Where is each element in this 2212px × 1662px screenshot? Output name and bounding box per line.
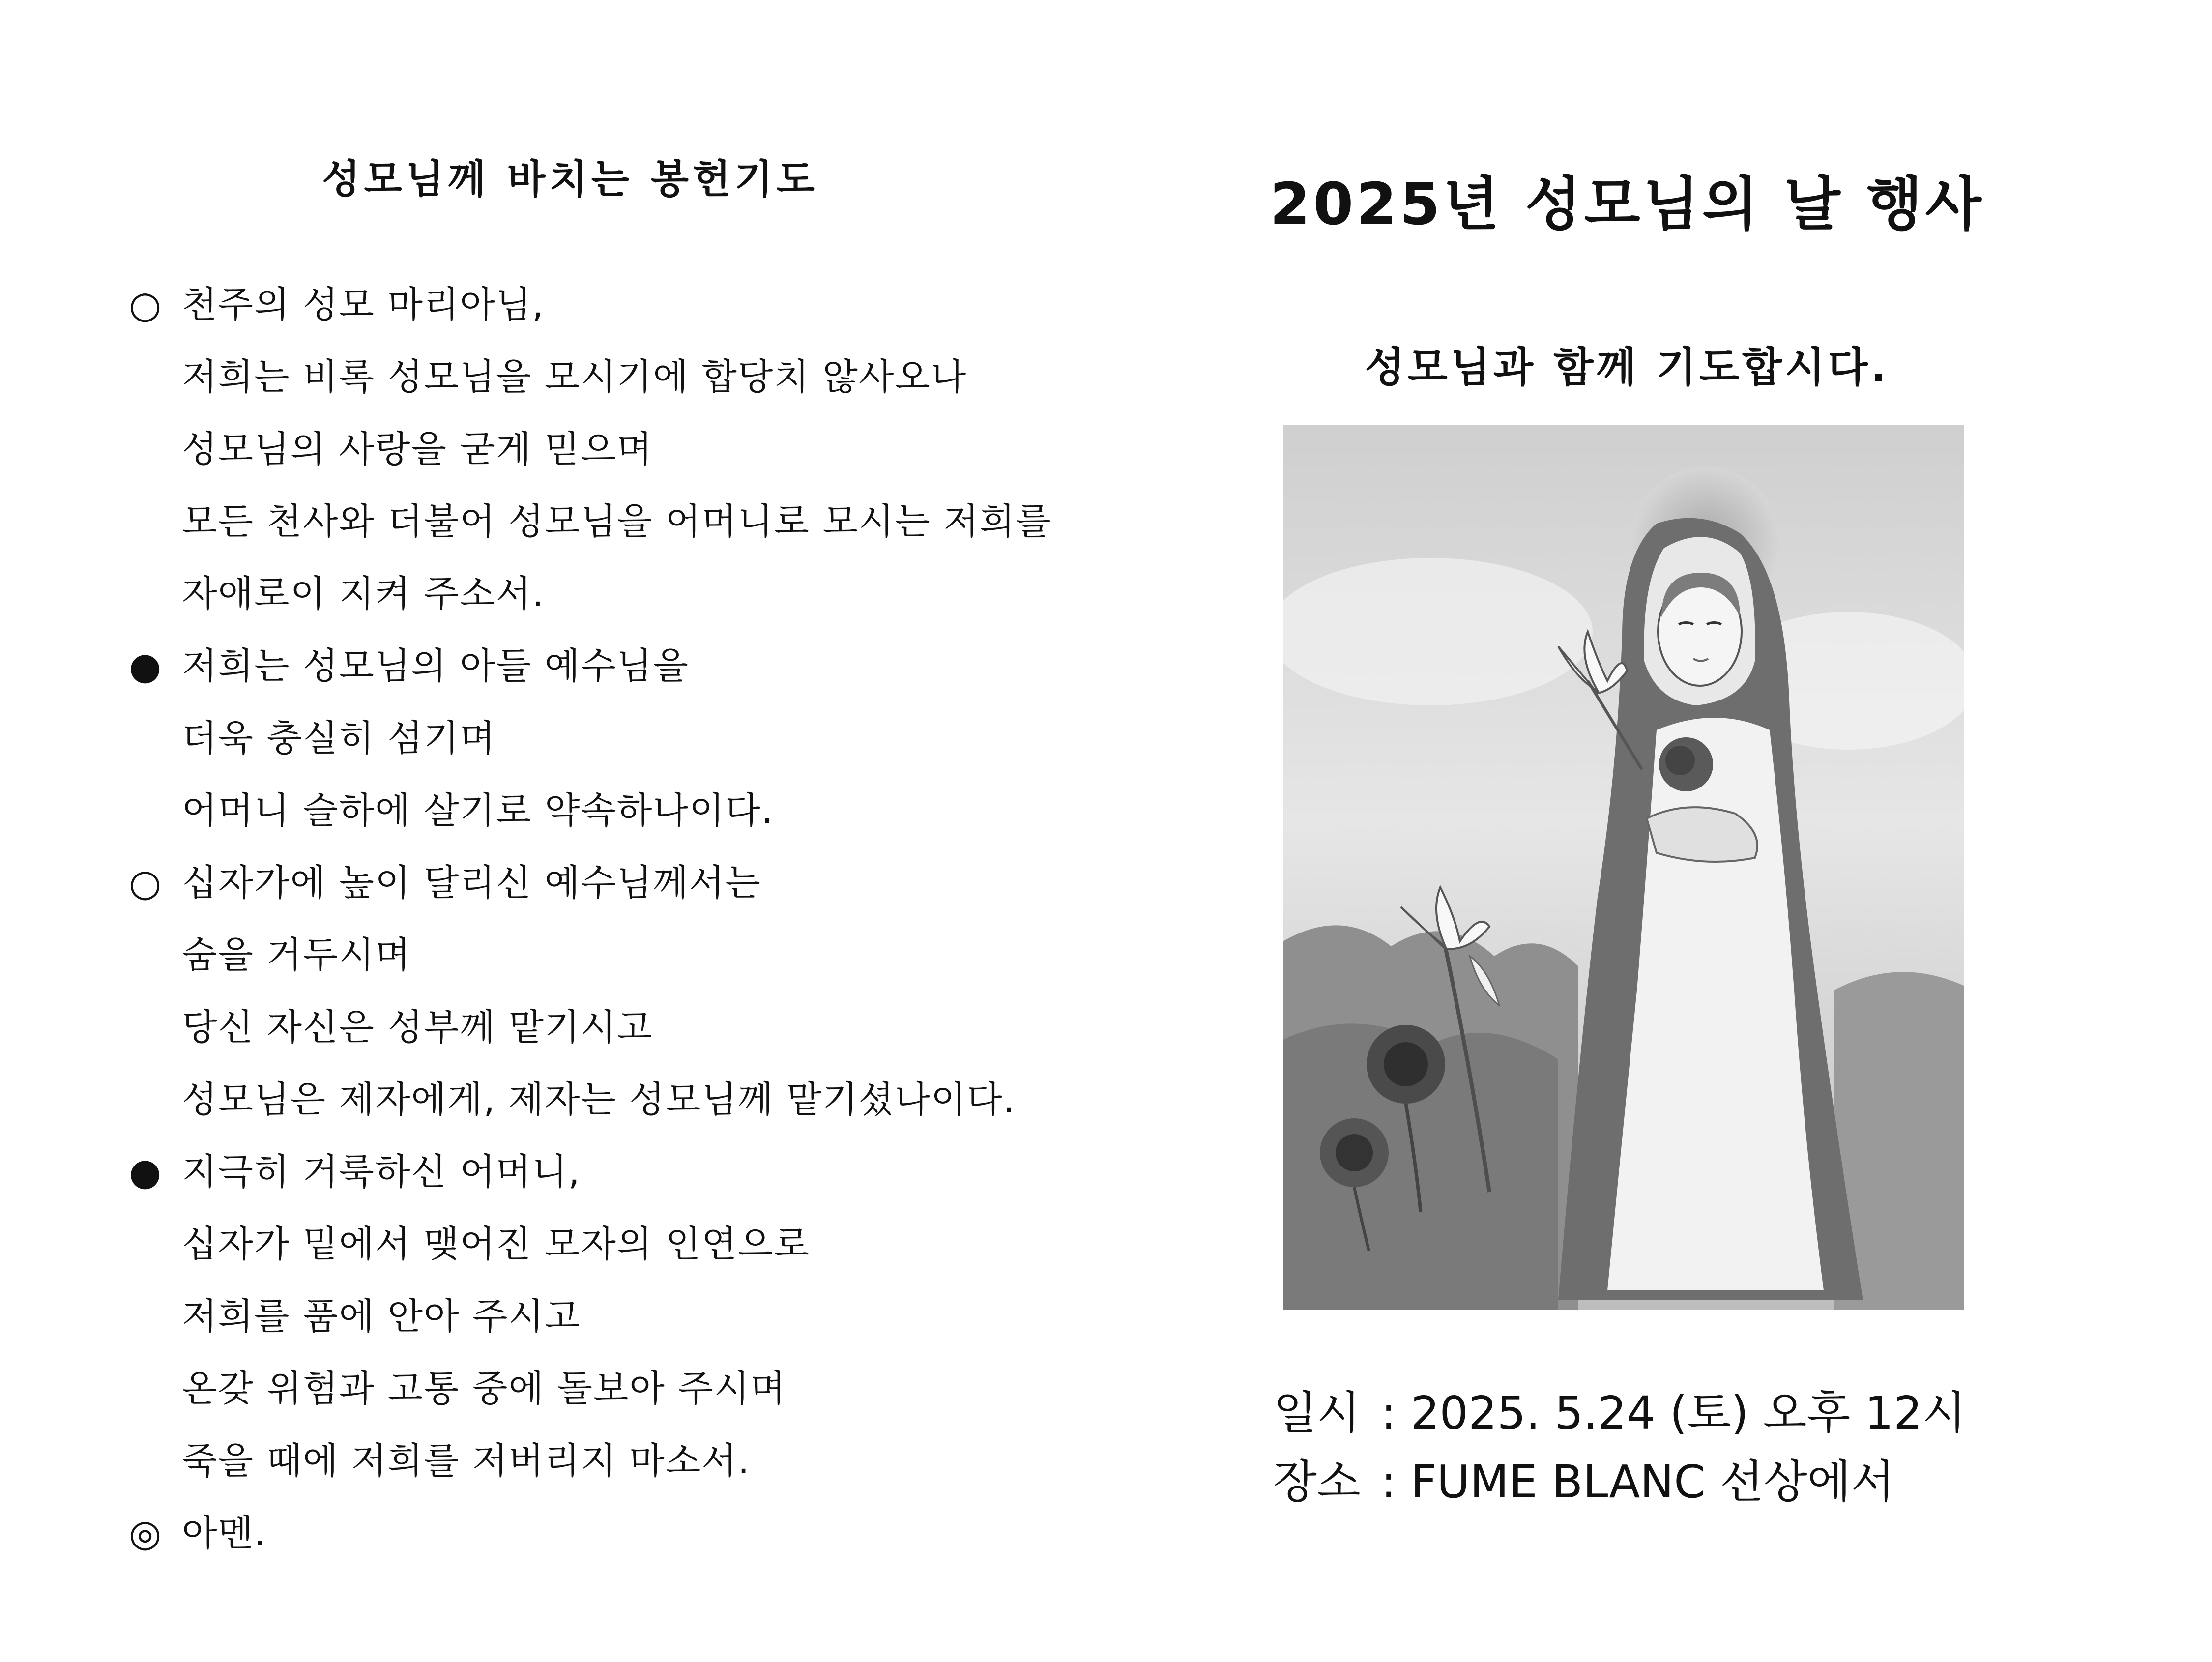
prayer-line [129, 499, 1087, 572]
prayer-line [129, 1294, 1087, 1367]
event-title: 2025년 성모님의 날 행사 [1270, 170, 1984, 238]
event-date-label: 일시 [1273, 1387, 1361, 1439]
prayer-line-text: 어머니 슬하에 살기로 약속하나이다. [182, 789, 774, 832]
prayer-line [129, 427, 1087, 499]
prayer-line [129, 861, 1087, 933]
circle-mark-icon: ○ [129, 283, 162, 326]
prayer-line [129, 1367, 1087, 1439]
prayer-line-text: 천주의 성모 마리아님, [182, 284, 545, 326]
prayer-line-text: 저희는 비록 성모님을 모시기에 합당치 않사오나 [182, 356, 967, 398]
filled-circle-mark-icon: ● [129, 644, 162, 688]
prayer-line-text: 모든 천사와 더불어 성모님을 어머니로 모시는 저희를 [182, 500, 1052, 543]
event-place-label: 장소 [1273, 1456, 1361, 1508]
prayer-line-text: 저희를 품에 안아 주시고 [182, 1295, 581, 1338]
prayer-line-text: 십자가 밑에서 맺어진 모자의 인연으로 [182, 1223, 810, 1265]
prayer-title: 성모님께 바치는 봉헌기도 [322, 156, 818, 202]
prayer-line [129, 572, 1087, 644]
prayer-line-text: 지극히 거룩하신 어머니, [182, 1151, 581, 1193]
prayer-line-text: 숨을 거두시며 [182, 934, 411, 976]
prayer-line-text: 죽을 때에 저희를 저버리지 마소서. [182, 1440, 751, 1482]
prayer-line-text: 당신 자신은 성부께 맡기시고 [182, 1006, 653, 1049]
prayer-line-text: 성모님의 사랑을 굳게 믿으며 [182, 428, 653, 470]
prayer-line [129, 1511, 1087, 1583]
double-circle-mark-icon: ◎ [129, 1511, 162, 1555]
prayer-line [129, 1078, 1087, 1150]
prayer-line-text: 온갖 위험과 고통 중에 돌보아 주시며 [182, 1368, 786, 1410]
prayer-line [129, 283, 1087, 355]
prayer-line-text: 자애로이 지켜 주소서. [182, 573, 545, 615]
event-place-separator: : [1381, 1456, 1397, 1508]
virgin-mary-illustration [1283, 425, 1964, 1310]
prayer-lines [129, 283, 1087, 1583]
prayer-line-text: 성모님은 제자에게, 제자는 성모님께 맡기셨나이다. [182, 1079, 1016, 1121]
prayer-line [129, 788, 1087, 861]
prayer-line-text: 십자가에 높이 달리신 예수님께서는 [182, 862, 761, 904]
prayer-line [129, 1005, 1087, 1078]
prayer-line [129, 1150, 1087, 1222]
event-subtitle: 성모님과 함께 기도합시다. [1365, 343, 1890, 391]
event-info [1273, 1386, 2010, 1524]
prayer-line [129, 644, 1087, 716]
circle-mark-icon: ○ [129, 861, 162, 904]
prayer-line-text: 더욱 충실히 섬기며 [182, 717, 496, 759]
prayer-line [129, 355, 1087, 427]
prayer-line [129, 716, 1087, 788]
event-place-row [1273, 1455, 2010, 1524]
prayer-line-text: 저희는 성모님의 아들 예수님을 [182, 645, 689, 687]
prayer-line-text: 아멘. [182, 1512, 267, 1554]
prayer-line [129, 1439, 1087, 1511]
event-place-value: FUME BLANC 선상에서 [1411, 1456, 1895, 1508]
event-date-row [1273, 1386, 2010, 1455]
prayer-line [129, 1222, 1087, 1294]
filled-circle-mark-icon: ● [129, 1150, 162, 1194]
event-date-value: 2025. 5.24 (토) 오후 12시 [1411, 1387, 1966, 1439]
event-date-separator: : [1381, 1387, 1397, 1439]
prayer-line [129, 933, 1087, 1005]
